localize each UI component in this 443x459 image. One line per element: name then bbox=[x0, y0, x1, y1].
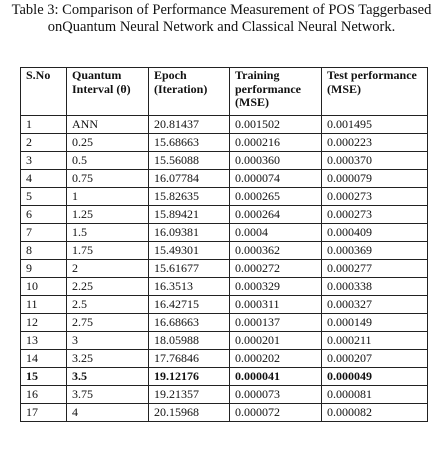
table-row bbox=[21, 314, 428, 332]
cell-training-mse: 0.000311 bbox=[230, 296, 322, 314]
cell-training-mse: 0.000041 bbox=[230, 368, 322, 386]
cell-epoch: 15.61677 bbox=[149, 260, 230, 278]
table-row bbox=[21, 350, 428, 368]
cell-sno: 14 bbox=[21, 350, 67, 368]
cell-test-mse: 0.000277 bbox=[322, 260, 428, 278]
cell-epoch: 15.56088 bbox=[149, 152, 230, 170]
cell-sno: 17 bbox=[21, 404, 67, 422]
cell-sno: 9 bbox=[21, 260, 67, 278]
cell-test-mse: 0.000223 bbox=[322, 134, 428, 152]
cell-training-mse: 0.000072 bbox=[230, 404, 322, 422]
cell-test-mse: 0.000081 bbox=[322, 386, 428, 404]
cell-training-mse: 0.000264 bbox=[230, 206, 322, 224]
cell-quantum-interval: 4 bbox=[67, 404, 149, 422]
cell-epoch: 17.76846 bbox=[149, 350, 230, 368]
cell-training-mse: 0.000265 bbox=[230, 188, 322, 206]
table-row bbox=[21, 332, 428, 350]
cell-training-mse: 0.000360 bbox=[230, 152, 322, 170]
cell-test-mse: 0.000370 bbox=[322, 152, 428, 170]
cell-epoch: 20.81437 bbox=[149, 116, 230, 134]
cell-quantum-interval: 3.25 bbox=[67, 350, 149, 368]
table-row bbox=[21, 296, 428, 314]
table-row bbox=[21, 224, 428, 242]
cell-test-mse: 0.000273 bbox=[322, 188, 428, 206]
cell-training-mse: 0.000074 bbox=[230, 170, 322, 188]
header-quantum-interval: Quantum Interval (θ) bbox=[67, 68, 149, 116]
table-row bbox=[21, 206, 428, 224]
cell-training-mse: 0.000137 bbox=[230, 314, 322, 332]
cell-epoch: 16.3513 bbox=[149, 278, 230, 296]
cell-epoch: 15.89421 bbox=[149, 206, 230, 224]
table-row bbox=[21, 260, 428, 278]
cell-training-mse: 0.000202 bbox=[230, 350, 322, 368]
cell-sno: 1 bbox=[21, 116, 67, 134]
cell-quantum-interval: 2.25 bbox=[67, 278, 149, 296]
cell-quantum-interval: 3 bbox=[67, 332, 149, 350]
cell-training-mse: 0.000216 bbox=[230, 134, 322, 152]
cell-test-mse: 0.000338 bbox=[322, 278, 428, 296]
cell-training-mse: 0.001502 bbox=[230, 116, 322, 134]
cell-sno: 4 bbox=[21, 170, 67, 188]
header-epoch: Epoch (Iteration) bbox=[149, 68, 230, 116]
cell-sno: 6 bbox=[21, 206, 67, 224]
cell-sno: 13 bbox=[21, 332, 67, 350]
cell-test-mse: 0.000149 bbox=[322, 314, 428, 332]
header-test-performance: Test performance (MSE) bbox=[322, 68, 428, 116]
cell-sno: 5 bbox=[21, 188, 67, 206]
cell-test-mse: 0.000082 bbox=[322, 404, 428, 422]
cell-training-mse: 0.000329 bbox=[230, 278, 322, 296]
cell-quantum-interval: 1.75 bbox=[67, 242, 149, 260]
table-body bbox=[21, 116, 428, 422]
cell-sno: 3 bbox=[21, 152, 67, 170]
cell-quantum-interval: 1.5 bbox=[67, 224, 149, 242]
cell-quantum-interval: 1 bbox=[67, 188, 149, 206]
cell-quantum-interval: 3.75 bbox=[67, 386, 149, 404]
cell-quantum-interval: 0.5 bbox=[67, 152, 149, 170]
table-row bbox=[21, 386, 428, 404]
cell-epoch: 15.68663 bbox=[149, 134, 230, 152]
table-row bbox=[21, 170, 428, 188]
table-caption: Table 3: Comparison of Performance Measurement of POS Taggerbased onQuantum Neural Network and Classical Neural Network. bbox=[11, 2, 432, 35]
header-training-performance: Training performance (MSE) bbox=[230, 68, 322, 116]
table-row bbox=[21, 116, 428, 134]
cell-test-mse: 0.000327 bbox=[322, 296, 428, 314]
cell-epoch: 19.21357 bbox=[149, 386, 230, 404]
cell-quantum-interval: 0.75 bbox=[67, 170, 149, 188]
cell-training-mse: 0.000362 bbox=[230, 242, 322, 260]
table-header-row bbox=[21, 68, 428, 116]
cell-quantum-interval: 3.5 bbox=[67, 368, 149, 386]
cell-test-mse: 0.001495 bbox=[322, 116, 428, 134]
cell-epoch: 16.07784 bbox=[149, 170, 230, 188]
cell-epoch: 16.68663 bbox=[149, 314, 230, 332]
cell-test-mse: 0.000079 bbox=[322, 170, 428, 188]
cell-quantum-interval: 2.75 bbox=[67, 314, 149, 332]
cell-test-mse: 0.000049 bbox=[322, 368, 428, 386]
table-row bbox=[21, 404, 428, 422]
cell-sno: 16 bbox=[21, 386, 67, 404]
cell-quantum-interval: 2.5 bbox=[67, 296, 149, 314]
cell-epoch: 15.49301 bbox=[149, 242, 230, 260]
cell-test-mse: 0.000273 bbox=[322, 206, 428, 224]
cell-sno: 7 bbox=[21, 224, 67, 242]
cell-sno: 15 bbox=[21, 368, 67, 386]
cell-sno: 12 bbox=[21, 314, 67, 332]
cell-sno: 8 bbox=[21, 242, 67, 260]
cell-epoch: 15.82635 bbox=[149, 188, 230, 206]
cell-test-mse: 0.000211 bbox=[322, 332, 428, 350]
cell-sno: 2 bbox=[21, 134, 67, 152]
cell-training-mse: 0.000272 bbox=[230, 260, 322, 278]
cell-epoch: 18.05988 bbox=[149, 332, 230, 350]
table-row bbox=[21, 242, 428, 260]
cell-epoch: 16.09381 bbox=[149, 224, 230, 242]
cell-quantum-interval: 0.25 bbox=[67, 134, 149, 152]
table-row bbox=[21, 152, 428, 170]
cell-training-mse: 0.0004 bbox=[230, 224, 322, 242]
cell-test-mse: 0.000207 bbox=[322, 350, 428, 368]
cell-quantum-interval: 2 bbox=[67, 260, 149, 278]
cell-sno: 10 bbox=[21, 278, 67, 296]
table-row bbox=[21, 278, 428, 296]
cell-quantum-interval: ANN bbox=[67, 116, 149, 134]
cell-training-mse: 0.000201 bbox=[230, 332, 322, 350]
cell-sno: 11 bbox=[21, 296, 67, 314]
cell-test-mse: 0.000409 bbox=[322, 224, 428, 242]
table-row bbox=[21, 368, 428, 386]
cell-quantum-interval: 1.25 bbox=[67, 206, 149, 224]
cell-epoch: 20.15968 bbox=[149, 404, 230, 422]
cell-epoch: 19.12176 bbox=[149, 368, 230, 386]
table-row bbox=[21, 134, 428, 152]
performance-table bbox=[20, 67, 428, 422]
cell-epoch: 16.42715 bbox=[149, 296, 230, 314]
cell-training-mse: 0.000073 bbox=[230, 386, 322, 404]
cell-test-mse: 0.000369 bbox=[322, 242, 428, 260]
header-sno: S.No bbox=[21, 68, 67, 116]
table-row bbox=[21, 188, 428, 206]
